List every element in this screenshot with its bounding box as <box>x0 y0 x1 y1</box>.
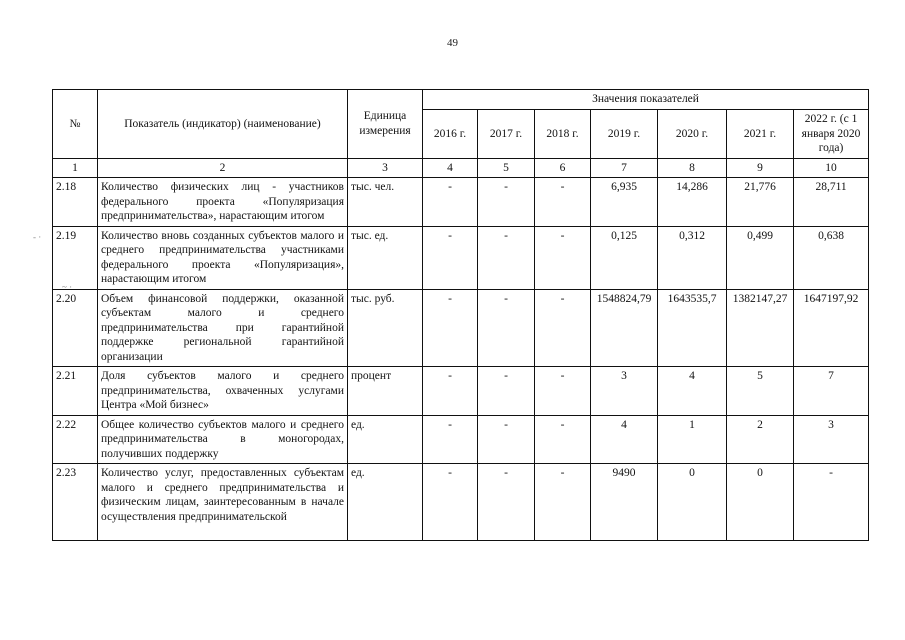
indicator-name: Общее количество субъектов малого и среднего предпринимательства в моногородах, получивших поддержку <box>98 415 348 464</box>
value-cell: - <box>535 226 591 289</box>
column-number: 6 <box>535 158 591 178</box>
unit-cell: ед. <box>348 464 423 541</box>
column-number: 2 <box>98 158 348 178</box>
column-number: 5 <box>478 158 535 178</box>
value-cell: - <box>423 178 478 227</box>
value-cell: 28,711 <box>794 178 869 227</box>
value-cell: 1643535,7 <box>658 289 727 367</box>
indicator-name: Количество вновь созданных субъектов малого и среднего предпринимательства участниками федерального проекта «Популяризация», нарастающим итогом <box>98 226 348 289</box>
column-number: 9 <box>727 158 794 178</box>
value-cell: 21,776 <box>727 178 794 227</box>
row-number: 2.18 <box>53 178 98 227</box>
indicator-name: Количество услуг, предоставленных субъектам малого и среднего предпринимательства и физическим лицам, заинтересованным в начале осуществления предпринимательской <box>98 464 348 541</box>
table-row <box>53 178 869 227</box>
row-number: 2.22 <box>53 415 98 464</box>
value-cell: - <box>423 464 478 541</box>
value-cell: - <box>423 289 478 367</box>
value-cell: - <box>535 415 591 464</box>
table-row <box>53 464 869 541</box>
value-cell: 3 <box>794 415 869 464</box>
table-row <box>53 415 869 464</box>
unit-cell: тыс. чел. <box>348 178 423 227</box>
table-row <box>53 367 869 416</box>
indicator-name: Количество физических лиц - участников федерального проекта «Популяризация предпринимательства», нарастающим итогом <box>98 178 348 227</box>
header-year-2022: 2022 г. (с 1 января 2020 года) <box>794 110 869 159</box>
value-cell: 0,125 <box>591 226 658 289</box>
row-number: 2.20 <box>53 289 98 367</box>
header-num: № <box>53 90 98 159</box>
value-cell: 4 <box>658 367 727 416</box>
row-number: 2.23 <box>53 464 98 541</box>
value-cell: - <box>535 464 591 541</box>
header-year: 2018 г. <box>535 110 591 159</box>
value-cell: 0 <box>658 464 727 541</box>
header-year: 2017 г. <box>478 110 535 159</box>
header-year: 2020 г. <box>658 110 727 159</box>
value-cell: 3 <box>591 367 658 416</box>
value-cell: - <box>535 178 591 227</box>
column-number: 7 <box>591 158 658 178</box>
header-values-group: Значения показателей <box>423 90 869 110</box>
value-cell: - <box>423 226 478 289</box>
header-year: 2021 г. <box>727 110 794 159</box>
value-cell: - <box>794 464 869 541</box>
value-cell: - <box>423 367 478 416</box>
header-year: 2019 г. <box>591 110 658 159</box>
value-cell: 0 <box>727 464 794 541</box>
value-cell: - <box>478 178 535 227</box>
unit-cell: процент <box>348 367 423 416</box>
value-cell: - <box>478 289 535 367</box>
header-year: 2016 г. <box>423 110 478 159</box>
value-cell: - <box>478 415 535 464</box>
value-cell: - <box>478 226 535 289</box>
value-cell: 0,638 <box>794 226 869 289</box>
value-cell: 1647197,92 <box>794 289 869 367</box>
unit-cell: ед. <box>348 415 423 464</box>
column-number: 3 <box>348 158 423 178</box>
value-cell: 4 <box>591 415 658 464</box>
value-cell: - <box>423 415 478 464</box>
scan-mark: ~ · <box>62 282 73 292</box>
indicators-table <box>52 89 869 541</box>
indicator-name: Объем финансовой поддержки, оказанной субъектам малого и среднего предпринимательства при гарантийной поддержке региональной гарантийной организации <box>98 289 348 367</box>
value-cell: 14,286 <box>658 178 727 227</box>
column-number: 1 <box>53 158 98 178</box>
unit-cell: тыс. руб. <box>348 289 423 367</box>
value-cell: 0,499 <box>727 226 794 289</box>
indicator-name: Доля субъектов малого и среднего предпринимательства, охваченных услугами Центра «Мой бизнес» <box>98 367 348 416</box>
scan-mark: - · <box>33 232 42 242</box>
value-cell: 1548824,79 <box>591 289 658 367</box>
table-row <box>53 289 869 367</box>
value-cell: 6,935 <box>591 178 658 227</box>
header-unit: Единица измерения <box>348 90 423 159</box>
value-cell: 5 <box>727 367 794 416</box>
value-cell: 2 <box>727 415 794 464</box>
value-cell: 1382147,27 <box>727 289 794 367</box>
value-cell: - <box>535 289 591 367</box>
value-cell: - <box>535 367 591 416</box>
unit-cell: тыс. ед. <box>348 226 423 289</box>
page-number: 49 <box>447 37 458 49</box>
column-number: 8 <box>658 158 727 178</box>
header-indicator: Показатель (индикатор) (наименование) <box>98 90 348 159</box>
value-cell: - <box>478 464 535 541</box>
value-cell: 9490 <box>591 464 658 541</box>
value-cell: 0,312 <box>658 226 727 289</box>
value-cell: - <box>478 367 535 416</box>
row-number: 2.21 <box>53 367 98 416</box>
column-number: 4 <box>423 158 478 178</box>
table-row <box>53 226 869 289</box>
value-cell: 1 <box>658 415 727 464</box>
column-number: 10 <box>794 158 869 178</box>
row-number: 2.19 <box>53 226 98 289</box>
value-cell: 7 <box>794 367 869 416</box>
